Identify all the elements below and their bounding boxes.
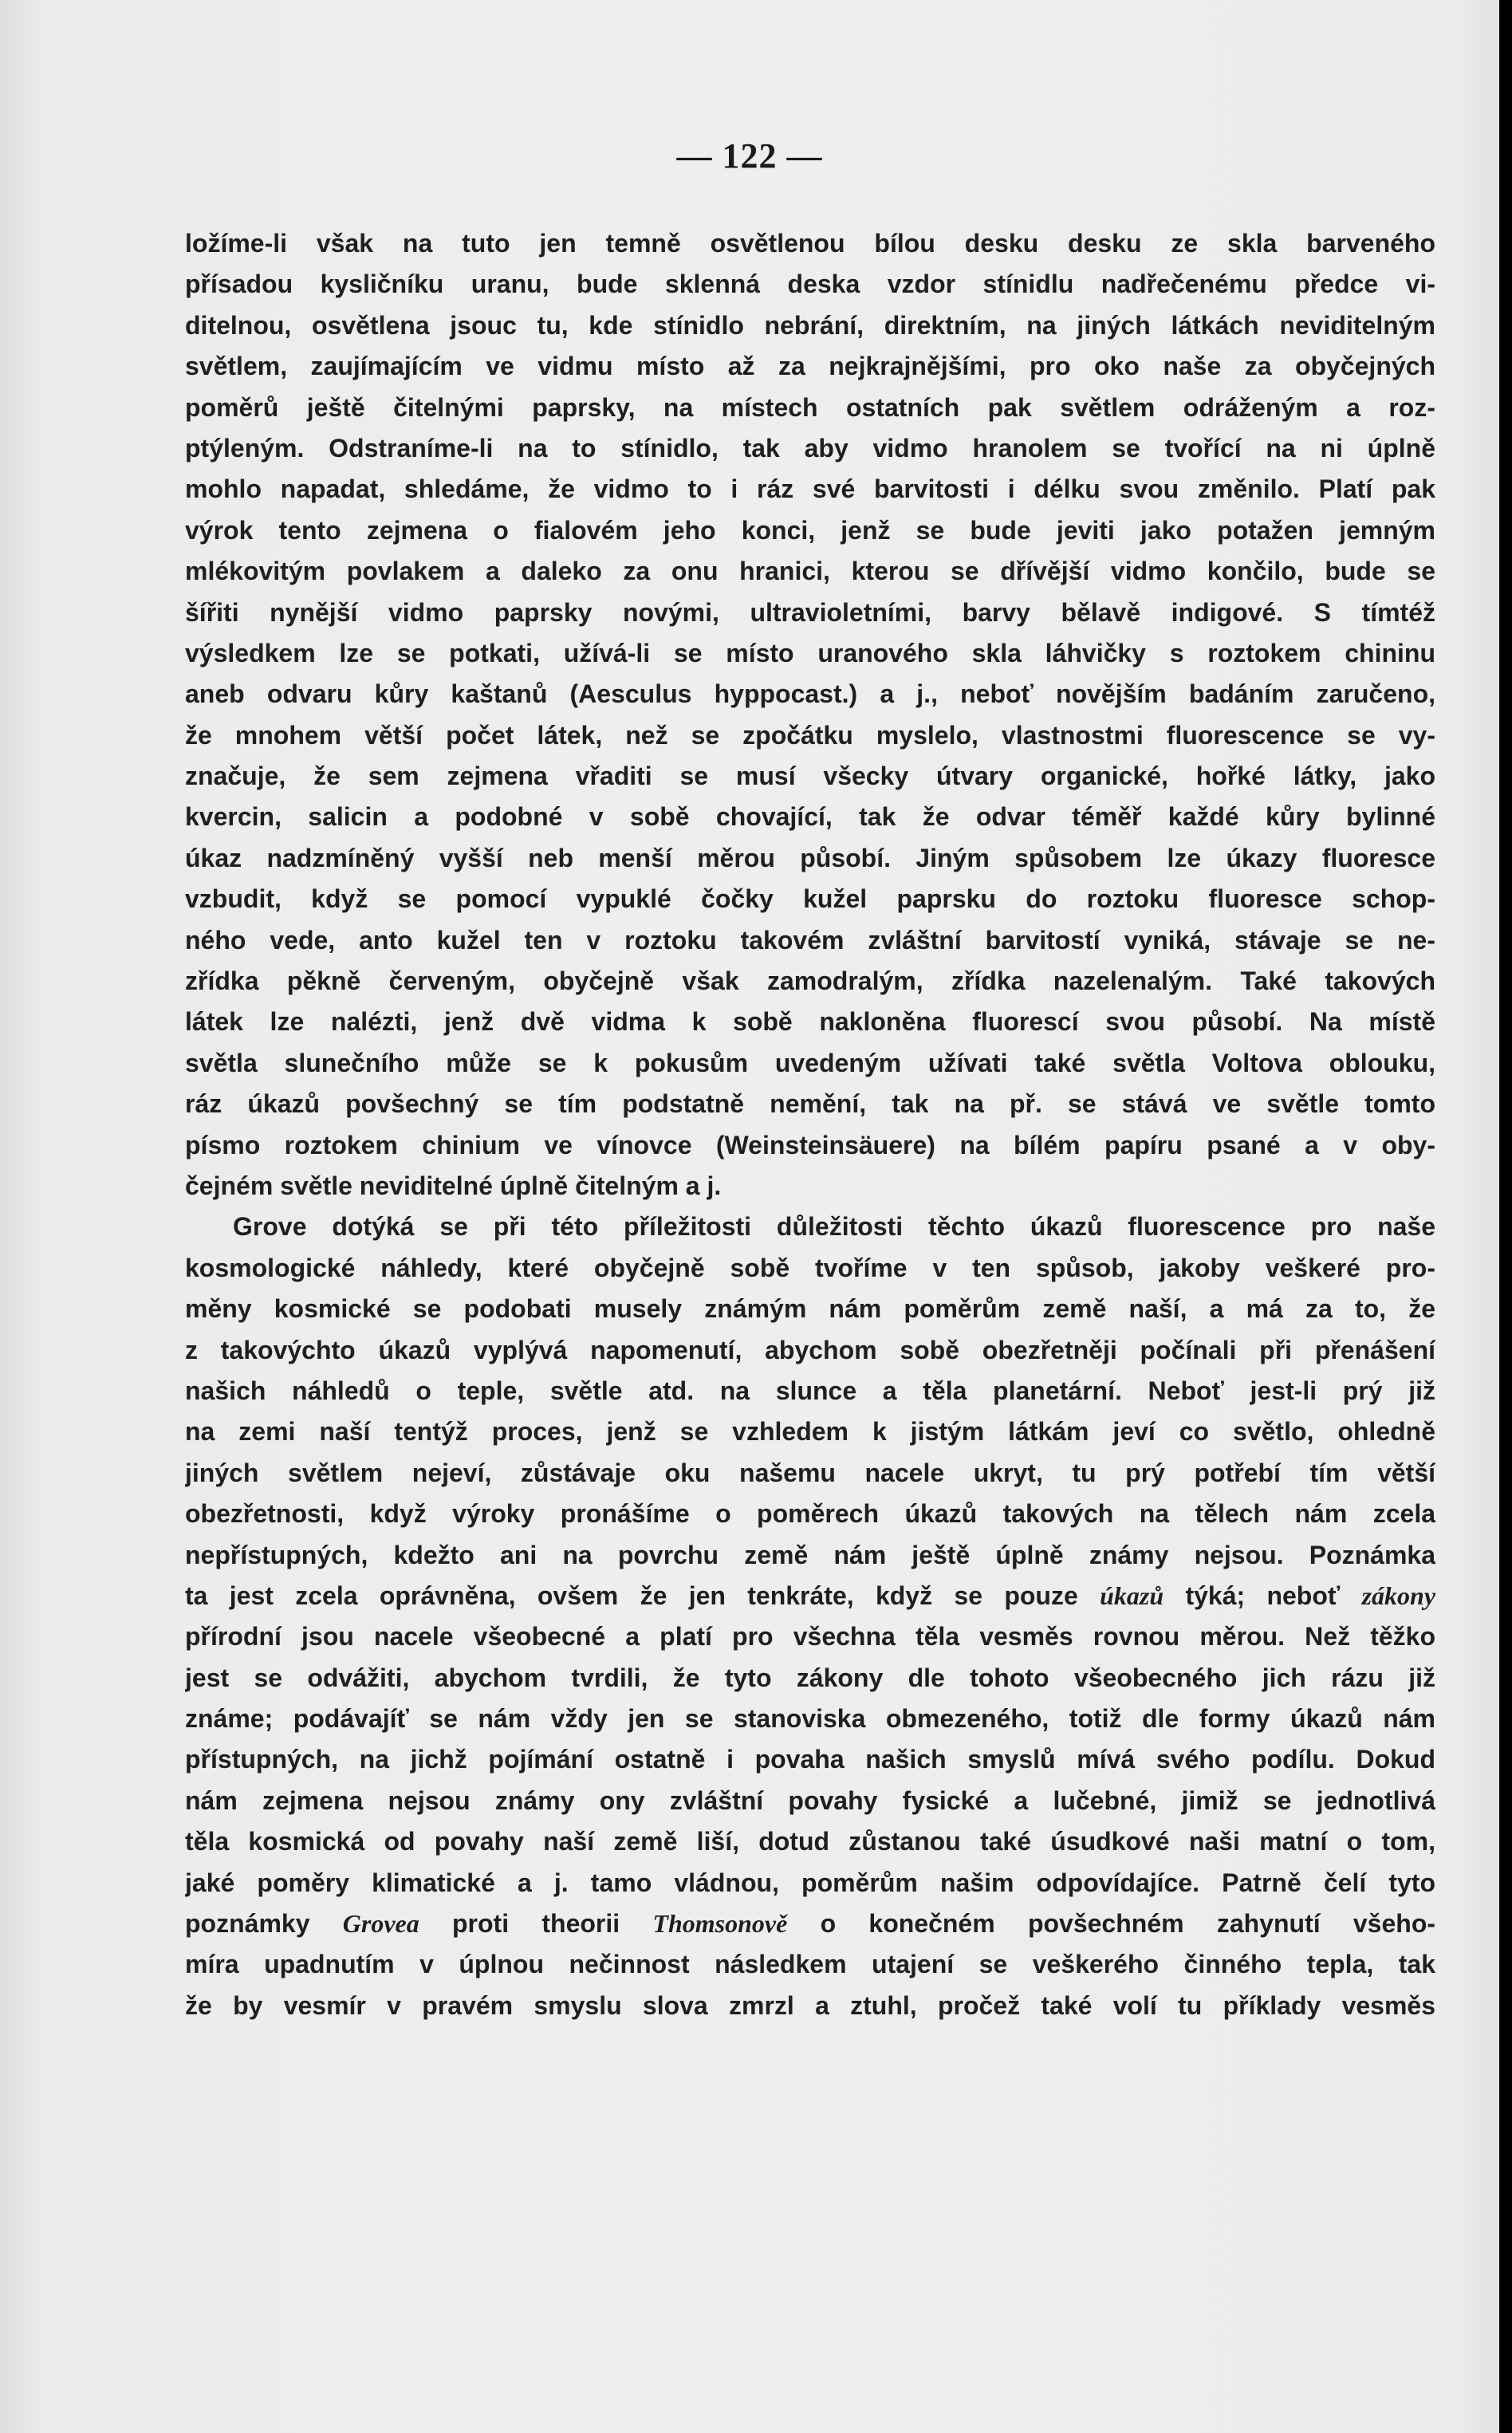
text-line (185, 1821, 1435, 1862)
text-line (185, 879, 1435, 919)
text-segment: vzbudit, když se pomocí vypuklé čočky kužel paprsku do roztoku fluoresce schop- (185, 884, 1435, 914)
text-segment: jiných světlem nejeví, zůstávaje oku našemu nacele ukryt, tu prý potřebí tím větší (185, 1458, 1435, 1487)
text-segment: že by vesmír v pravém smyslu slova zmrzl a ztuhl, pročež také volí tu příklady vesměs (185, 1990, 1435, 2020)
italic-text: zákony (1361, 1581, 1435, 1610)
text-segment: mohlo napadat, shledáme, že vidmo to i ráz své barvitosti i délku svou změnilo. Platí pak (185, 474, 1435, 504)
text-line (185, 1903, 1435, 1944)
text-segment: na zemi naší tentýž proces, jenž se vzhledem k jistým látkám jeví co světlo, ohledně (185, 1417, 1435, 1447)
text-line (185, 1781, 1435, 1821)
text-line (185, 838, 1435, 879)
text-segment: známe; podávajíť se nám vždy jen se stanoviska obmezeného, totiž dle formy úkazů nám (185, 1704, 1435, 1734)
text-segment: měny kosmické se podobati musely známým nám poměrům země naší, a má za to, že (185, 1294, 1435, 1324)
text-line (185, 1411, 1435, 1452)
text-line (185, 1371, 1435, 1411)
text-segment: míra upadnutím v úplnou nečinnost následkem utajení se veškerého činného tepla, tak (185, 1950, 1435, 1979)
text-segment: aneb odvaru kůry kaštanů (Aesculus hyppocast.) a j., neboť novějším badáním zaručeno, (185, 679, 1435, 709)
text-segment: výsledkem lze se potkati, užívá-li se místo uranového skla láhvičky s roztokem chininu (185, 638, 1435, 667)
text-segment: nepřístupných, kdežto ani na povrchu země nám ještě úplně známy nejsou. Poznámka (185, 1540, 1435, 1569)
text-segment: poměrů ještě čitelnými paprsky, na místech ostatních pak světlem odráženým a roz- (185, 392, 1435, 422)
text-segment: těla kosmická od povahy naší země liší, dotud zůstanou také úsudkové naši matní o tom, (185, 1827, 1435, 1856)
text-line (185, 1494, 1435, 1534)
text-segment: obezřetnosti, když výroky pronášíme o poměrech úkazů takových na tělech nám zcela (185, 1499, 1435, 1529)
text-segment: světla slunečního může se k pokusům uvedeným užívati také světla Voltova oblouku, (185, 1048, 1435, 1077)
text-segment: zřídka pěkně červeným, obyčejně však zamodralým, zřídka nazelenalým. Také takových (185, 967, 1435, 996)
text-segment: výrok tento zejmena o fialovém jeho konci, jenž se bude jeviti jako potažen jemným (185, 515, 1435, 545)
text-line (185, 305, 1435, 346)
text-line (185, 264, 1435, 305)
body-text (185, 223, 1435, 2026)
text-segment: že mnohem větší počet látek, než se zpočátku myslelo, vlastnostmi fluorescence se vy- (185, 720, 1435, 750)
text-line (185, 1739, 1435, 1780)
text-segment: látek lze nalézti, jenž dvě vidma k sobě nakloněna fluorescí svou působí. Na místě (185, 1007, 1435, 1037)
text-line (185, 1453, 1435, 1494)
text-line (185, 1616, 1435, 1657)
text-line (185, 1944, 1435, 1985)
italic-text: Thomsonově (652, 1909, 788, 1939)
scan-border (1499, 0, 1512, 2433)
text-line (185, 1166, 1435, 1207)
text-segment: ta jest zcela oprávněna, ovšem že jen tenkráte, když se pouze (185, 1581, 1101, 1610)
text-line (185, 469, 1435, 510)
text-line (185, 551, 1435, 592)
text-line (185, 223, 1435, 264)
text-segment: týká; neboť (1164, 1581, 1362, 1610)
text-segment: o konečném povšechném zahynutí všeho- (787, 1909, 1435, 1939)
text-line (185, 756, 1435, 797)
text-line (185, 1043, 1435, 1084)
text-segment: našich náhledů o teple, světle atd. na slunce a těla planetární. Neboť jest-li prý již (185, 1376, 1435, 1405)
page-number: — 122 — (676, 136, 823, 175)
text-segment: ptýleným. Odstraníme-li na to stínidlo, tak aby vidmo hranolem se tvořící na ni úplně (185, 433, 1435, 463)
text-line (185, 1658, 1435, 1699)
text-line (185, 1535, 1435, 1576)
text-line (185, 1125, 1435, 1166)
text-segment: z takovýchto úkazů vyplývá napomenutí, abychom sobě obezřetněji počínali při přenášení (185, 1335, 1435, 1364)
text-segment: poznámky (185, 1909, 343, 1939)
text-segment: jaké poměry klimatické a j. tamo vládnou, poměrům našim odpovídajíce. Patrně čelí tyto (185, 1868, 1435, 1897)
text-line (185, 1084, 1435, 1124)
text-segment: ložíme-li však na tuto jen temně osvětlenou bílou desku desku ze skla barveného (185, 229, 1435, 258)
text-line (185, 920, 1435, 961)
text-segment: šířiti nynější vidmo paprsky novými, ultravioletními, barvy bělavě indigové. S tímtéž (185, 597, 1435, 627)
text-line (185, 1289, 1435, 1329)
text-segment: značuje, že sem zejmena vřaditi se musí všecky útvary organické, hořké látky, jako (185, 762, 1435, 791)
text-line (185, 1986, 1435, 2026)
text-line (185, 388, 1435, 428)
text-segment: ráz úkazů povšechný se tím podstatně nemění, tak na př. se stává ve světle tomto (185, 1089, 1435, 1119)
text-line (185, 961, 1435, 1002)
italic-text: Grovea (342, 1909, 419, 1939)
text-line (185, 510, 1435, 551)
text-segment: čejném světle neviditelné úplně čitelným a j. (185, 1171, 722, 1200)
text-line (185, 1330, 1435, 1371)
italic-text: úkazů (1100, 1581, 1164, 1610)
text-line (185, 715, 1435, 756)
text-segment: úkaz nadzmíněný vyšší neb menší měrou působí. Jiným spůsobem lze úkazy fluoresce (185, 843, 1435, 872)
text-segment: přírodní jsou nacele všeobecné a platí pro všechna těla vesměs rovnou měrou. Než těžko (185, 1622, 1435, 1652)
text-line (185, 797, 1435, 837)
text-line (185, 1863, 1435, 1903)
text-segment: přísadou kysličníku uranu, bude sklenná deska vzdor stínidlu nadřečenému předce vi- (185, 270, 1435, 299)
text-line (185, 428, 1435, 469)
text-line (185, 633, 1435, 674)
text-line (185, 1207, 1435, 1247)
text-segment: světlem, zaujímajícím ve vidmu místo až za nejkrajnějšími, pro oko naše za obyčejných (185, 352, 1435, 381)
text-segment: mlékovitým povlakem a daleko za onu hranici, kterou se dřívější vidmo končilo, bude se (185, 557, 1435, 586)
text-line (185, 346, 1435, 387)
text-segment: jest se odvážiti, abychom tvrdili, že tyto zákony dle tohoto všeobecného jich rázu již (185, 1663, 1435, 1692)
text-segment: ditelnou, osvětlena jsouc tu, kde stínidlo nebrání, direktním, na jiných látkách neviditelným (185, 310, 1435, 340)
text-segment: proti theorii (419, 1909, 653, 1939)
text-line (185, 1699, 1435, 1739)
text-segment: kosmologické náhledy, které obyčejně sobě tvoříme v ten spůsob, jakoby veškeré pro- (185, 1253, 1435, 1282)
text-line (185, 1576, 1435, 1616)
text-line (185, 593, 1435, 633)
text-segment: kvercin, salicin a podobné v sobě chovající, tak že odvar téměř každé kůry bylinné (185, 802, 1435, 832)
text-segment: přístupných, na jichž pojímání ostatně i povaha našich smyslů mívá svého podílu. Dokud (185, 1745, 1435, 1774)
text-line (185, 674, 1435, 715)
text-line (185, 1248, 1435, 1289)
text-segment: písmo roztokem chinium ve vínovce (Weinsteinsäuere) na bílém papíru psané a v oby- (185, 1130, 1435, 1159)
text-segment: nám zejmena nejsou známy ony zvláštní povahy fysické a lučebné, jimiž se jednotlivá (185, 1785, 1435, 1815)
text-segment: ného vede, anto kužel ten v roztoku takovém zvláštní barvitostí vyniká, stávaje se ne- (185, 925, 1435, 955)
text-segment: Grove dotýká se při této příležitosti důležitosti těchto úkazů fluorescence pro naše (233, 1212, 1435, 1242)
text-line (185, 1002, 1435, 1042)
